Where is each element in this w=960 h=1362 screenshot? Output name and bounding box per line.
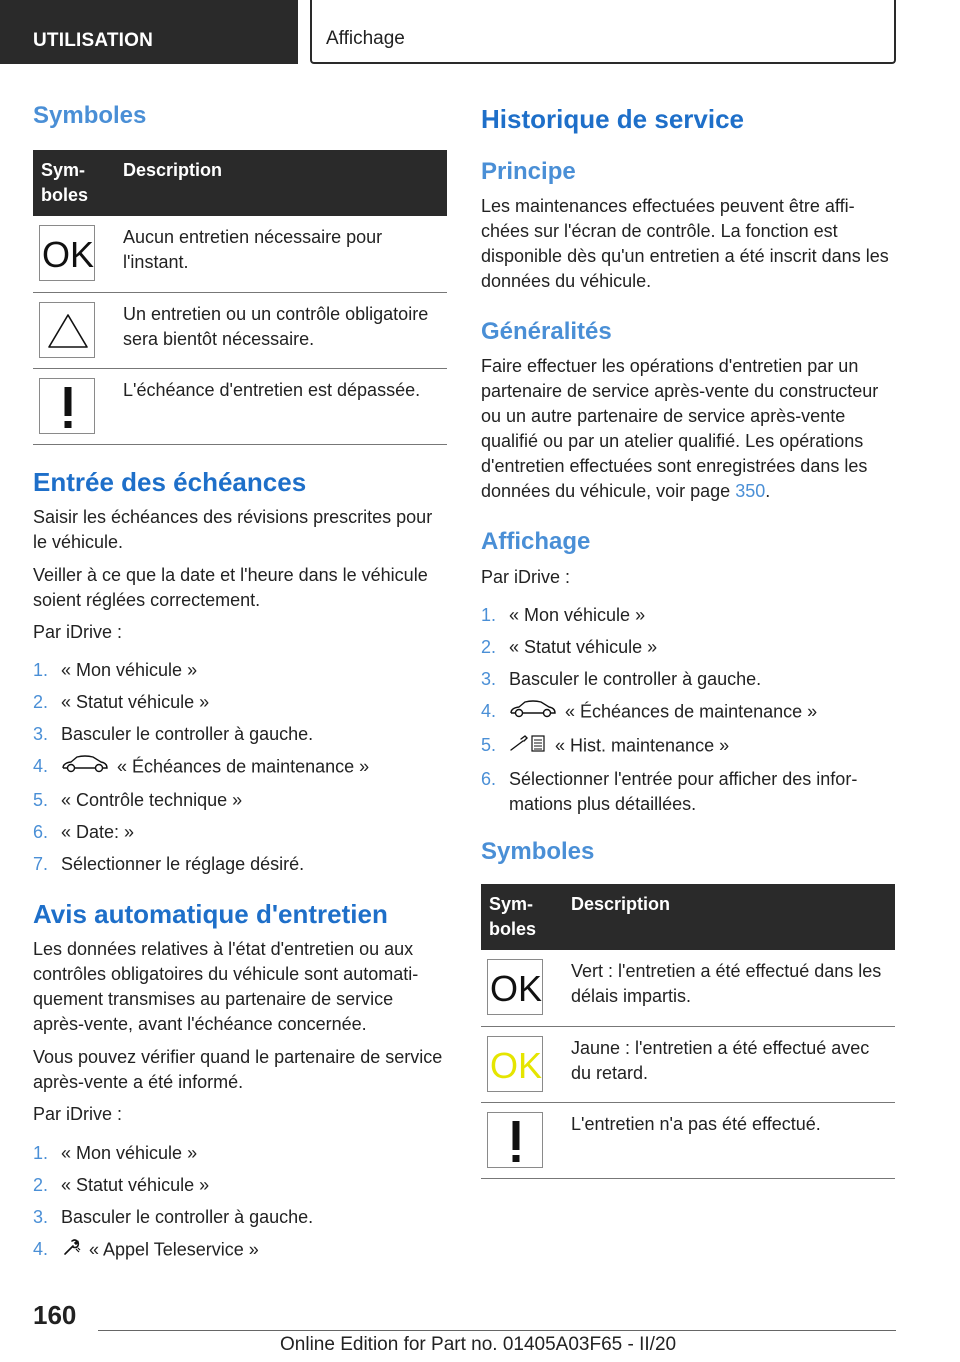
header-section-tab xyxy=(0,0,298,64)
entree-para-3: Par iDrive : xyxy=(33,622,123,642)
table-row xyxy=(481,1026,895,1102)
avis-steps xyxy=(33,1141,447,1271)
list-item: 1. « Mon véhicule » xyxy=(481,605,646,625)
table-row-desc: L'échéance d'entretien est dépassée. xyxy=(115,368,447,444)
list-item: 3. Basculer le controller à gauche. xyxy=(33,724,314,744)
svg-text:OK: OK xyxy=(489,968,543,1009)
ok-icon xyxy=(487,959,543,1015)
symbols-table xyxy=(33,150,447,445)
col-header-description: Description xyxy=(115,150,447,216)
list-item: 4. « Échéances de maintenance » xyxy=(481,699,895,726)
symbols-table-2 xyxy=(481,884,895,1179)
list-item: 2. « Statut véhicule » xyxy=(481,637,658,657)
list-item: 1. « Mon véhicule » xyxy=(33,660,198,680)
car-icon xyxy=(61,754,109,781)
wrench-icon xyxy=(61,1237,81,1264)
svg-text:OK: OK xyxy=(489,1044,543,1086)
exclamation-icon xyxy=(487,1112,543,1168)
affichage-para: Par iDrive : xyxy=(481,567,571,587)
service-history-icon xyxy=(509,733,547,760)
page-number: 160 xyxy=(33,1300,77,1330)
list-item: 4. « Appel Teleservice » xyxy=(33,1237,447,1264)
affichage-heading: Affichage xyxy=(481,528,591,555)
avis-para-1: Les données relatives à l'état d'entretien ou aux contrôles obligatoires du véhicule sont automatiquement transmises au partenaire de service après-vente, avant l'échéance concernée. xyxy=(33,939,419,1034)
table-header-row xyxy=(481,884,895,950)
table-row xyxy=(33,216,447,292)
list-item: 5. « Hist. maintenance » xyxy=(481,733,895,760)
symbols-heading-2: Symboles xyxy=(481,838,595,865)
table-row-desc: Vert : l'entretien a été effectué dans les délais impartis. xyxy=(563,950,895,1026)
list-item: 7. Sélectionner le réglage désiré. xyxy=(33,854,305,874)
col-header-symbol: Sym- boles xyxy=(33,150,115,216)
generalites-para: Faire effectuer les opérations d'entretien par un partenaire de service après-vente du constructeur ou un autre partenaire de service après-vente qualifié ou par un atelier qualifié. Les opérations d'entretien effectuées sont enregistrées dans les données du véhicule, voir page 350. xyxy=(481,356,879,501)
list-item: 5. « Contrôle technique » xyxy=(33,790,243,810)
list-item: 2. « Statut véhicule » xyxy=(33,1175,210,1195)
table-row-desc: Jaune : l'entretien a été effectué avec du retard. xyxy=(563,1026,895,1102)
table-row-desc: Aucun entretien nécessaire pour l'instant. xyxy=(115,216,447,292)
table-row xyxy=(33,292,447,368)
ok-icon xyxy=(39,225,95,281)
list-item: 2. « Statut véhicule » xyxy=(33,692,210,712)
entree-steps xyxy=(33,658,447,884)
entree-heading: Entrée des échéances xyxy=(33,467,307,497)
col-header-symbol: Sym- boles xyxy=(481,884,563,950)
warning-triangle-icon xyxy=(39,302,95,358)
entree-para-1: Saisir les échéances des révisions prescrites pour le véhicule. xyxy=(33,507,433,552)
list-item: 4. « Échéances de maintenance » xyxy=(33,754,447,781)
header-title-tab xyxy=(310,0,896,64)
footer-edition: Online Edition for Part no. 01405A03F65 - II/20 xyxy=(280,1334,677,1355)
exclamation-icon xyxy=(39,378,95,434)
avis-heading: Avis automatique d'entretien xyxy=(33,899,388,929)
table-row-desc: Un entretien ou un contrôle obligatoire sera bientôt nécessaire. xyxy=(115,292,447,368)
ok-yellow-icon xyxy=(487,1036,543,1092)
header-title: Affichage xyxy=(326,28,405,49)
col-header-description: Description xyxy=(563,884,895,950)
page-reference-link[interactable]: 350 xyxy=(735,481,766,501)
avis-para-3: Par iDrive : xyxy=(33,1104,123,1124)
table-header-row xyxy=(33,150,447,216)
list-item: 1. « Mon véhicule » xyxy=(33,1143,198,1163)
table-row xyxy=(481,950,895,1026)
avis-para-2: Vous pouvez vérifier quand le partenaire de service après-vente a été informé. xyxy=(33,1047,443,1092)
historique-heading: Historique de service xyxy=(481,104,744,134)
list-item: 6. Sélectionner l'entrée pour afficher des informations plus détaillées. xyxy=(481,769,858,814)
list-item: 6. « Date: » xyxy=(33,822,135,842)
footer-divider xyxy=(98,1330,896,1331)
affichage-steps xyxy=(481,603,895,824)
header-section-label: UTILISATION xyxy=(33,30,154,51)
symbols-heading: Symboles xyxy=(33,102,147,129)
car-icon xyxy=(509,699,557,726)
generalites-heading: Généralités xyxy=(481,318,612,345)
principe-para: Les maintenances effectuées peuvent être affichées sur l'écran de contrôle. La fonction est disponible dès qu'un entretien a été inscrit dans les données du véhicule. xyxy=(481,196,889,291)
table-row xyxy=(33,368,447,444)
list-item: 3. Basculer le controller à gauche. xyxy=(481,669,762,689)
entree-para-2: Veiller à ce que la date et l'heure dans le véhicule soient réglées correctement. xyxy=(33,565,428,610)
principe-heading: Principe xyxy=(481,158,576,185)
list-item: 3. Basculer le controller à gauche. xyxy=(33,1207,314,1227)
table-row xyxy=(481,1102,895,1178)
svg-text:OK: OK xyxy=(41,234,95,275)
table-row-desc: L'entretien n'a pas été effectué. xyxy=(563,1102,895,1178)
